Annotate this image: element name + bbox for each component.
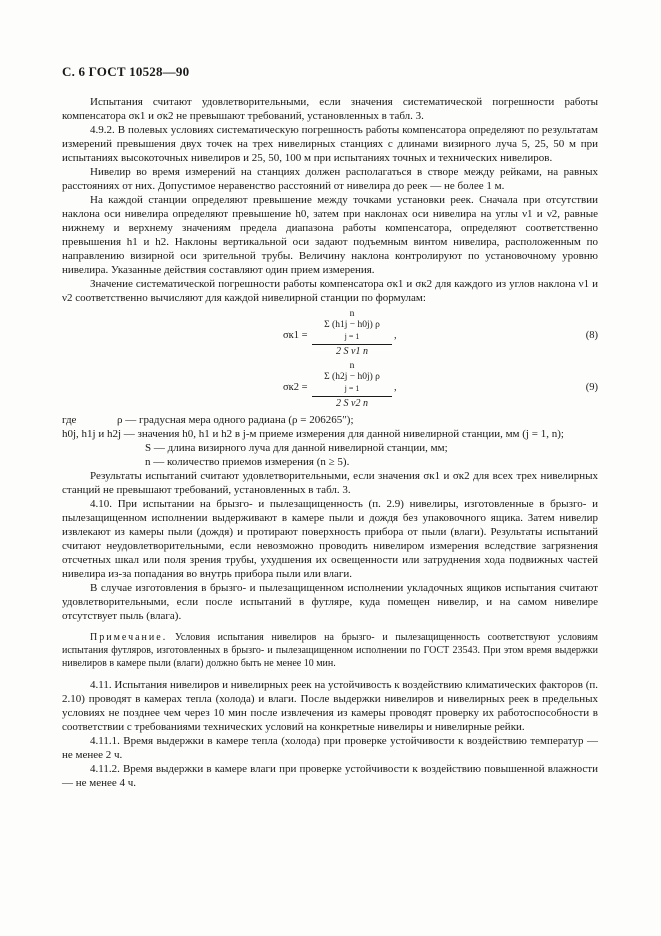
paragraph: Значение систематической погрешности работы компенсатора σк1 и σк2 для каждого из углов наклона ν1 и ν2 соответственно вычисляют для каждой нивелирной станции по формулам: <box>62 278 598 304</box>
note-block <box>62 631 598 670</box>
paragraph: 4.11.2. Время выдержки в камере влаги при проверке устойчивости к воздействию повышенной влажности — не менее 4 ч. <box>62 763 598 789</box>
paragraph: Нивелир во время измерений на станциях должен располагаться в створе между рейками, на равных расстояниях от них. Допустимое неравенство расстояний от нивелира до реек — не более 1 м. <box>62 166 598 192</box>
paragraph: Испытания считают удовлетворительными, если значения систематической погрешности работы компенсатора σк1 и σк2 не превышают требований, установленных в табл. 3. <box>62 96 598 122</box>
definition: ρ — градусная мера одного радиана (ρ = 206265″); <box>117 414 354 426</box>
formula-numerator <box>312 309 392 343</box>
formula-number: (8) <box>585 330 598 341</box>
where-line <box>62 413 598 427</box>
formula-fraction <box>312 361 392 410</box>
formula-fraction <box>312 309 392 358</box>
sum-top: n <box>349 361 355 371</box>
paragraph: Результаты испытаний считают удовлетворительными, если значения σк1 и σк2 для всех трех нивелирных станций не превышают требований, установленных в табл. 3. <box>62 470 598 496</box>
formula-8: σк1 = n Σ (h1j − h0j) ρ j = 1 2 S ν1 n , (8) <box>283 309 598 357</box>
note-label: Примечание. <box>90 632 168 643</box>
paragraph: На каждой станции определяют превышение между точками установки реек. Сначала при отсутствии наклона оси нивелира определяют превышение h0, затем при наклонах оси нивелира на углы ν1 и ν2, равные нижнему и верхнему значениям предела диапазона работы компенсатора, определяют соответственно превышения h1 и h2. Наклоны вертикальной оси задают подъемным винтом нивелира, расположенным по направлению визирной оси зрительной трубы. Величину наклона контролируют по установочному уровню нивелира. Указанные действия составляют один прием измерения. <box>62 194 598 276</box>
sum-bottom: j = 1 <box>344 332 360 341</box>
numerator-expression: (h1j − h0j) ρ <box>332 320 380 330</box>
definition: S — длина визирного луча для данной нивелирной станции, мм; <box>145 442 448 454</box>
formula-numerator <box>312 361 392 395</box>
definition: n — количество приемов измерения (n ≥ 5). <box>145 456 350 468</box>
paragraph: В случае изготовления в брызго- и пылезащищенном исполнении укладочных ящиков испытания считают удовлетворительными, если после испытаний в футляре, куда помещен нивелир, и на самом нивелире отсутствует пыль (влага). <box>62 582 598 622</box>
formula-lhs: σк1 = <box>283 330 308 341</box>
where-label: где <box>62 414 77 426</box>
sum-top: n <box>349 309 355 319</box>
paragraph: 4.10. При испытании на брызго- и пылезащищенность (п. 2.9) нивелиры, изготовленные в брызго- и пылезащищенном исполнении выдерживают в камере пыли и дождя без упаковочного ящика. Затем нивелир извлекают из камеры пыли (дождя) и протирают поверхность прибора от пыли (влаги). Результаты испытаний считают неудовлетворительными, если невозможно проводить нивелиром измерения вследствие загрязнения отсчетных шкал или поля зрения трубы, ухудшения их освещенности или затруднения хода подвижных частей нивелира из-за попадания во внутрь прибора пыли или влаги. <box>62 498 598 580</box>
formula-lhs: σк2 = <box>283 382 308 393</box>
fraction-bar <box>312 344 392 345</box>
page-header: С. 6 ГОСТ 10528—90 <box>62 64 190 79</box>
sum-bottom: j = 1 <box>344 384 360 393</box>
paragraph: 4.9.2. В полевых условиях систематическую погрешность работы компенсатора определяют по результатам измерений превышения двух точек на трех нивелирных станциях с длинами визирного луча 5, 25, 50 м при испытаниях высокоточных нивелиров и 25, 50, 100 м при испытаниях точных и технических нивелиров. <box>62 124 598 164</box>
formula-denominator: 2 S ν1 n <box>336 346 368 357</box>
paragraph: 4.11.1. Время выдержки в камере тепла (холода) при проверке устойчивости к воздействию температур — не менее 2 ч. <box>62 735 598 761</box>
formula-number: (9) <box>585 382 598 393</box>
fraction-bar <box>312 396 392 397</box>
formula-9: σк2 = n Σ (h2j − h0j) ρ j = 1 2 S ν2 n , (9) <box>283 361 598 409</box>
note-text: Условия испытания нивелиров на брызго- и пылезащищенность соответствуют условиям испытания футляров, изготовленных в брызго- и пылезащищенном исполнении по ГОСТ 23543. При этом время выдержки нивелиров в камере пыли (влаги) должно быть не менее 10 мин. <box>62 632 598 669</box>
sum-sign: Σ <box>324 372 330 382</box>
sum-sign: Σ <box>324 320 330 330</box>
document-body <box>62 95 598 790</box>
definition: h0j, h1j и h2j — значения h0, h1 и h2 в j-м приеме измерения для данной нивелирной станции, мм (j = 1, n); <box>62 428 564 440</box>
paragraph: 4.11. Испытания нивелиров и нивелирных реек на устойчивость к воздействию климатических факторов (п. 2.10) проводят в камерах тепла (холода) и влаги. После выдержки нивелиров и нивелирных реек в предельных условиях не позднее чем через 10 мин после извлечения из камеры проводят проверку их работоспособности в соответствии с требованиями технических условий на конкретные нивелиры и нивелирные рейки. <box>62 679 598 733</box>
numerator-expression: (h2j − h0j) ρ <box>332 372 380 382</box>
formula-denominator: 2 S ν2 n <box>336 398 368 409</box>
